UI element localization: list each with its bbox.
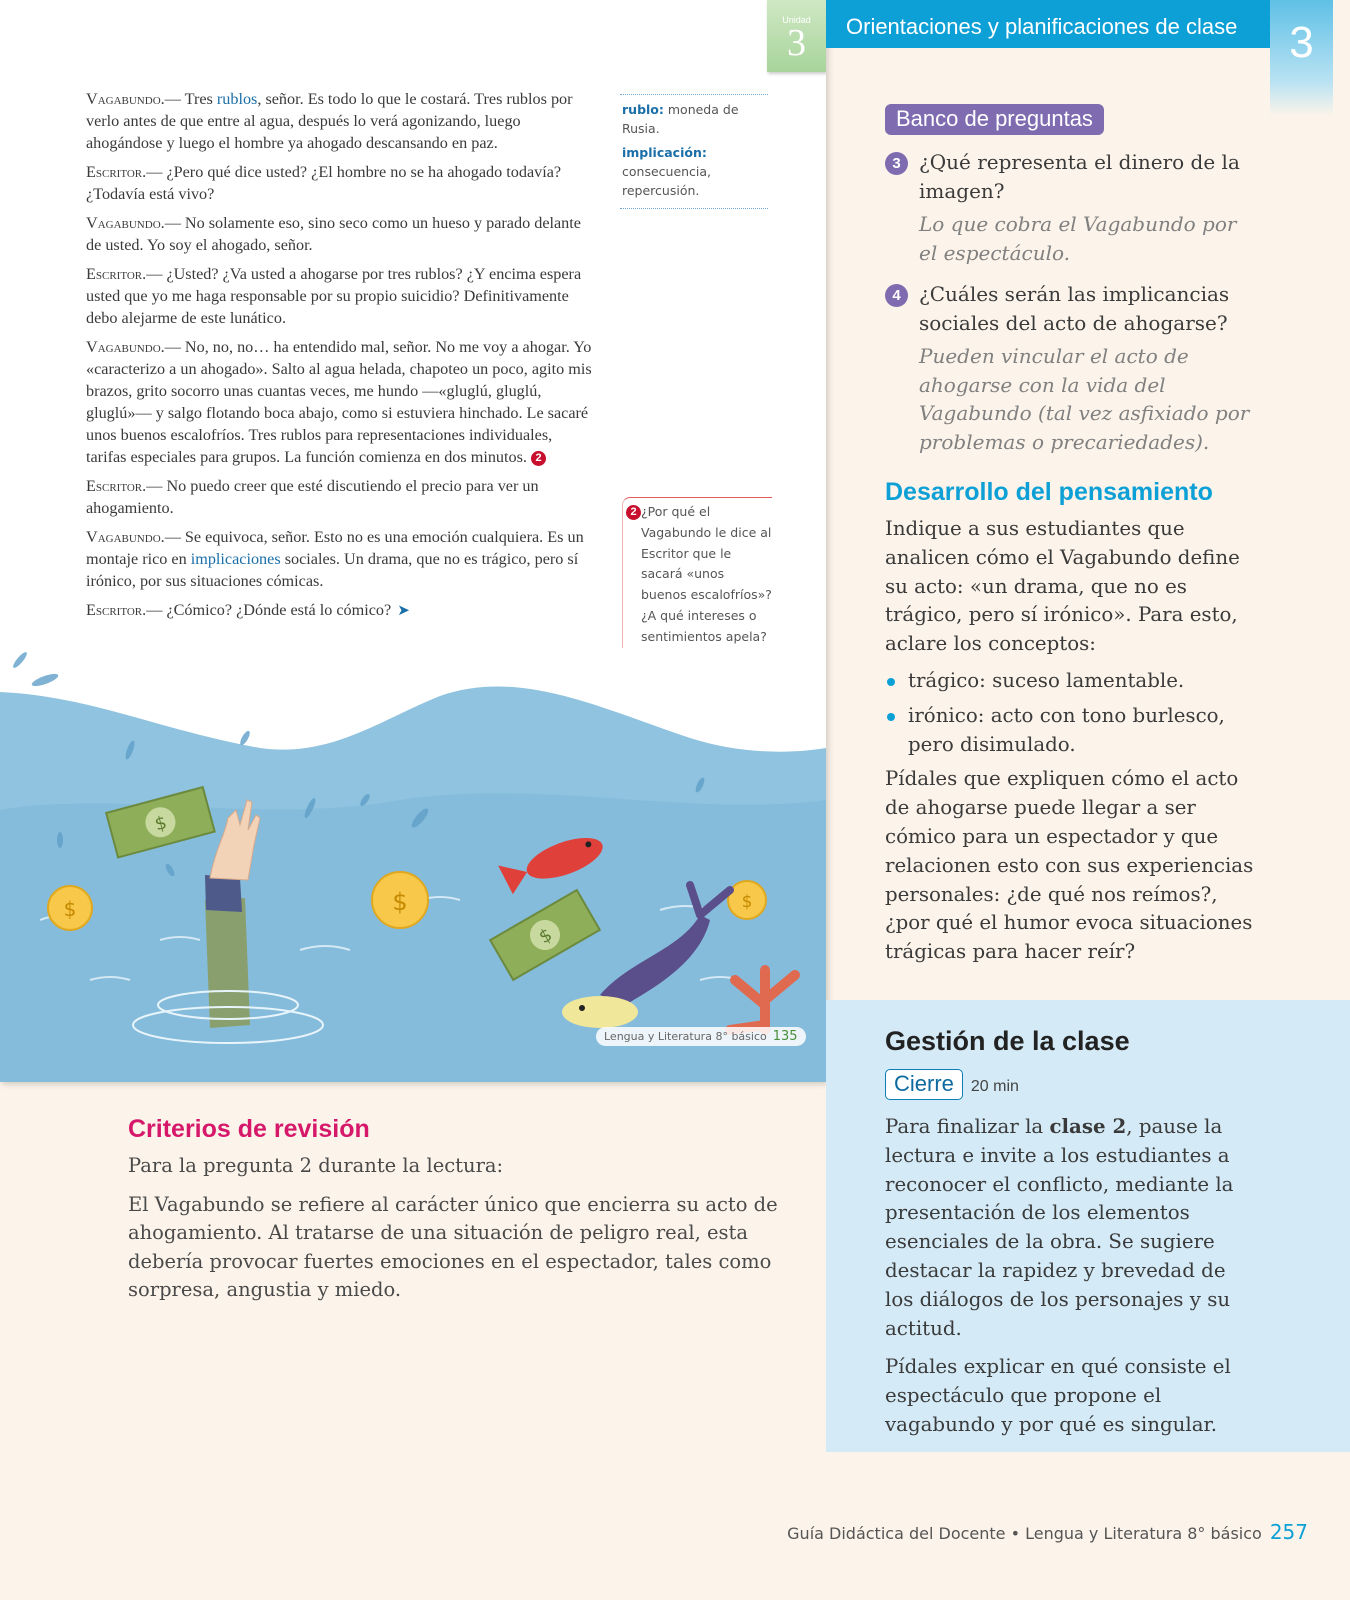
svg-text:$: $: [741, 892, 753, 912]
side-question-text: ¿Por qué el Vagabundo le dice al Escritor que le sacará «unos buenos escalofríos»? ¿A qué intereses o sentimientos apela?: [641, 504, 772, 644]
speaker-name: Escritor.: [86, 601, 147, 619]
question-answer: Pueden vincular el acto de ahogarse con la vida del Vagabundo (tal vez asfixiado por problemas o precariedades).: [919, 344, 1250, 454]
guide-footer: [787, 1520, 1308, 1544]
thinking-development: [885, 478, 1255, 967]
question-bank-title: Banco de preguntas: [885, 104, 1104, 135]
question-item: [885, 280, 1255, 456]
management-text: , pause la lectura e invite a los estudiantes a reconocer el conflicto, mediante la presentación de los elementos esenciales de la obra. Se sugiere destacar la rapidez y brevedad de los diálogos de los personajes y su actitud.: [885, 1115, 1234, 1340]
glossary-term: implicación:: [622, 145, 707, 160]
dialogue-line: Vagabundo.— Se equivoca, señor. Esto no es una emoción cualquiera. Es un montaje rico en implicaciones sociales. Un drama, que no es trágico, pero sí irónico, por sus situaciones cómicas.: [86, 528, 584, 590]
list-item-text: irónico: acto con tono burlesco, pero disimulado.: [908, 703, 1225, 756]
list-item: [885, 667, 1255, 696]
review-criteria: [128, 1115, 798, 1315]
criteria-intro: Para la pregunta 2 durante la lectura:: [128, 1154, 504, 1177]
glossary-definition: consecuencia, repercusión.: [622, 164, 712, 198]
glossary-entry: [622, 100, 768, 138]
development-outro: Pídales que expliquen cómo el acto de ahogarse puede llegar a ser cómico para un espectador y que relacionen esto con sus experiencias personales: ¿de qué nos reímos?, ¿por qué el humor evoca situaciones trágicas para hacer reír?: [885, 767, 1254, 964]
development-intro: Indique a sus estudiantes que analicen cómo el Vagabundo define su acto: «un drama, que no es trágico, pero sí irónico». Para esto, aclare los conceptos:: [885, 517, 1240, 656]
dialogue-line: Escritor.— No puedo creer que esté discutiendo el precio para ver un ahogamiento.: [86, 477, 539, 517]
glossary-link[interactable]: rublos: [216, 90, 258, 108]
bullet-icon: [887, 678, 895, 686]
book-page-number: 135: [772, 1029, 798, 1044]
speaker-name: Escritor.: [86, 265, 147, 283]
question-text: ¿Cuáles serán las implicancias sociales del acto de ahogarse?: [919, 282, 1230, 335]
book-page-footer: [596, 1027, 806, 1046]
management-paragraph: Pídales explicar en qué consiste el espectáculo que propone el vagabundo y por qué es singular.: [885, 1355, 1231, 1436]
svg-text:$: $: [392, 888, 408, 916]
glossary-definition: moneda de Rusia.: [622, 102, 739, 136]
svg-text:$: $: [535, 924, 556, 949]
side-question: [622, 497, 772, 648]
question-bank-heading: [885, 104, 1255, 135]
dialogue-line: Escritor.— ¿Usted? ¿Va usted a ahogarse por tres rublos? ¿Y encima espera usted que yo me haga responsable por su propio suicidio? Definitivamente debo alejarme de este lunático.: [86, 265, 582, 327]
guide-title: Guía Didáctica del Docente • Lengua y Literatura 8° básico: [787, 1524, 1262, 1543]
question-item: [885, 148, 1255, 267]
management-text: Para finalizar la: [885, 1115, 1050, 1138]
question-number-badge: 4: [885, 284, 908, 307]
list-item: [885, 702, 1255, 760]
dialogue-line: Vagabundo.— Tres rublos, señor. Es todo lo que le costará. Tres rublos por verlo antes de que entre al agua, después lo verá agonizando, luego ahogándose y luego el hombre ya ahogado descansando en paz.: [86, 90, 573, 152]
question-text: ¿Qué representa el dinero de la imagen?: [919, 150, 1240, 203]
class-management-panel: [826, 1000, 1350, 1452]
class-reference: clase 2: [1049, 1114, 1127, 1138]
question-number-badge: 2: [626, 505, 641, 520]
dialogue-line: Escritor.— ¿Pero qué dice usted? ¿El hombre no se ha ahogado todavía? ¿Todavía está vivo?: [86, 163, 562, 203]
speaker-name: Vagabundo.: [86, 90, 165, 108]
session-phase-tag: Cierre: [885, 1069, 963, 1100]
management-paragraph: [885, 1112, 1255, 1343]
speaker-name: Vagabundo.: [86, 528, 165, 546]
concept-list: [885, 667, 1255, 759]
development-title: Desarrollo del pensamiento: [885, 478, 1213, 506]
session-tag-row: [885, 1069, 1255, 1100]
drama-text: [86, 88, 594, 628]
speaker-name: Escritor.: [86, 163, 147, 181]
guide-header: [826, 0, 1272, 48]
session-duration: 20 min: [970, 1077, 1019, 1095]
speaker-name: Vagabundo.: [86, 338, 165, 356]
management-title: Gestión de la clase: [885, 1026, 1130, 1056]
question-number-badge: 3: [885, 152, 908, 175]
list-item-text: trágico: suceso lamentable.: [908, 668, 1185, 692]
question-marker: 2: [531, 451, 546, 466]
unit-number: 3: [1289, 18, 1314, 67]
svg-text:$: $: [152, 812, 170, 836]
student-book-page: [0, 0, 826, 1082]
dialogue-line: Vagabundo.— No, no, no… ha entendido mal, señor. No me voy a ahogar. Yo «caracterizo a un ahogado». Salto al agua helada, chapoteo un poco, agito mis brazos, grito socorro unas cuantas veces, me hundo —«gluglú, gluglú, gluglú»— y salgo flotando boca abajo, como si estuviera hinchado. Le sacaré unos buenos escalofríos. Tres rublos para representaciones individuales, tarifas especiales para grupos. La función comienza en dos minutos. 2: [86, 338, 592, 466]
unit-tab-number: 3: [787, 22, 806, 64]
bullet-icon: [887, 713, 895, 721]
unit-tab: [767, 0, 826, 72]
unit-number-box: [1270, 0, 1333, 116]
speaker-name: Escritor.: [86, 477, 147, 495]
svg-text:$: $: [63, 897, 77, 921]
glossary-entry: [622, 143, 768, 200]
dialogue-line: Vagabundo.— No solamente eso, sino seco como un hueso y parado delante de usted. Yo soy el ahogado, señor.: [86, 214, 581, 254]
book-title: Lengua y Literatura 8° básico: [604, 1030, 767, 1043]
glossary-link[interactable]: implicaciones: [190, 550, 281, 568]
question-answer: Lo que cobra el Vagabundo por el espectáculo.: [919, 212, 1237, 265]
criteria-title: Criterios de revisión: [128, 1115, 370, 1143]
glossary: [620, 94, 768, 209]
speaker-name: Vagabundo.: [86, 214, 165, 232]
dialogue-line: Escritor.— ¿Cómico? ¿Dónde está lo cómico? ➤: [86, 601, 410, 619]
guide-page-number: 257: [1269, 1520, 1308, 1544]
drowning-illustration: [0, 650, 826, 1082]
criteria-body: El Vagabundo se refiere al carácter único que encierra su acto de ahogamiento. Al tratarse de una situación de peligro real, esta debería provocar fuertes emociones en el espectador, tales como sorpresa, angustia y miedo.: [128, 1192, 778, 1301]
unit-tab-label: Unidad: [782, 15, 811, 25]
guide-header-title: Orientaciones y planificaciones de clase: [846, 14, 1238, 39]
glossary-term: rublo:: [622, 102, 664, 117]
next-page-arrow-icon: ➤: [397, 601, 410, 619]
